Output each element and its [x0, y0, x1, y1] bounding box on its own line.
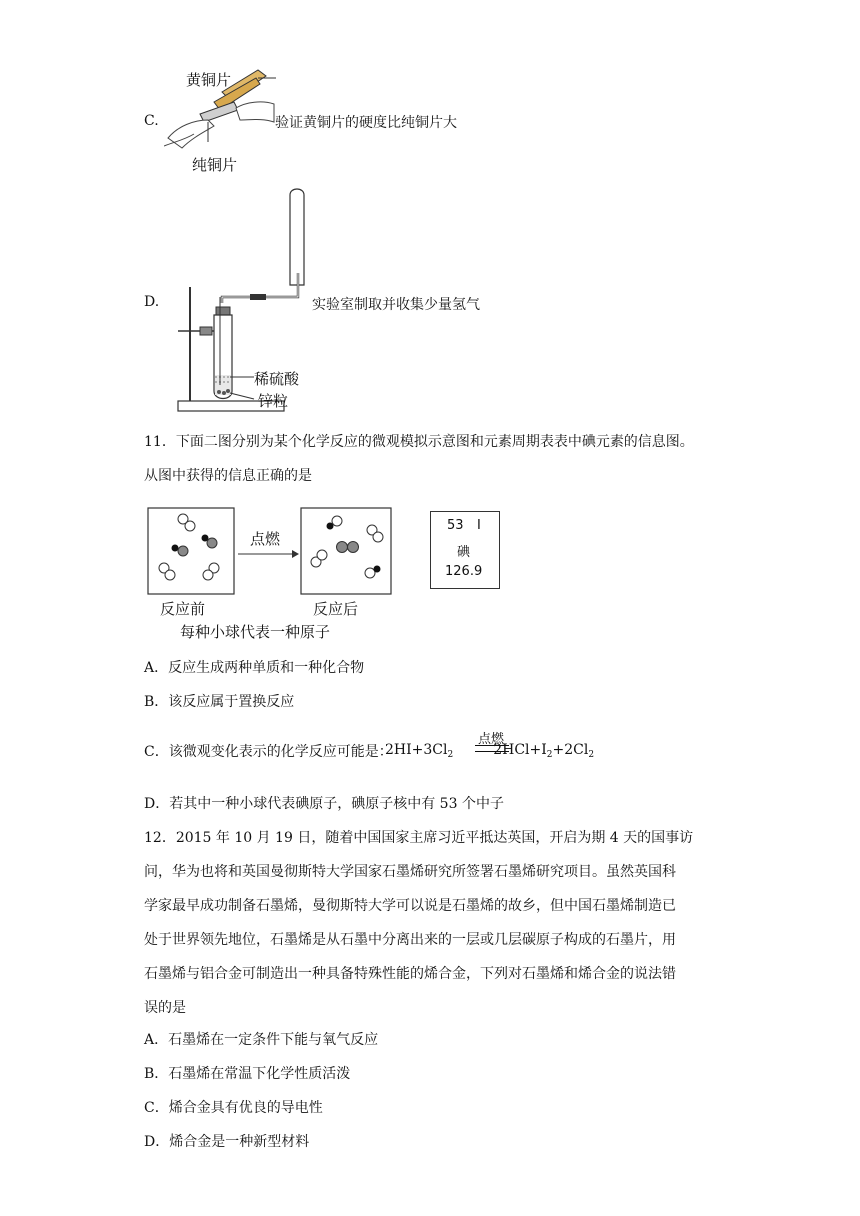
q12-option-d: D．烯合金是一种新型材料	[144, 1134, 310, 1150]
q12-option-c: C．烯合金具有优良的导电性	[144, 1100, 323, 1116]
option-c-caption: 验证黄铜片的硬度比纯铜片大	[275, 115, 457, 131]
brass-label: 黄铜片	[186, 71, 232, 89]
q12-stem-line-1: 12．2015 年 10 月 19 日，随着中国国家主席习近平抵达英国，开启为期 4 天的国事访	[144, 830, 694, 846]
q12-stem-line-2: 问，华为也将和英国曼彻斯特大学国家石墨烯研究所签署石墨烯研究项目。虽然英国科	[144, 864, 676, 880]
before-label: 反应前	[160, 600, 206, 618]
q12-stem-line-6: 误的是	[144, 1000, 186, 1016]
equation-condition: 点燃	[478, 732, 505, 747]
q12-stem-line-3: 学家最早成功制备石墨烯，曼彻斯特大学可以说是石墨烯的故乡，但中国石墨烯制造已	[144, 898, 676, 914]
diagram-note: 每种小球代表一种原子	[180, 623, 331, 641]
iodine-element-card	[430, 511, 500, 589]
element-symbol: I	[477, 518, 481, 533]
q11-option-c-prefix: C．该微观变化表示的化学反应可能是：	[144, 744, 393, 760]
q12-option-a: A．石墨烯在一定条件下能与氧气反应	[144, 1032, 379, 1048]
option-d-label: D.	[144, 294, 160, 310]
equation-equals-sign	[475, 745, 509, 752]
atomic-number: 53	[447, 518, 464, 533]
atomic-mass: 126.9	[445, 564, 483, 579]
element-name: 碘	[457, 545, 471, 560]
q12-stem-line-4: 处于世界领先地位，石墨烯是从石墨中分离出来的一层或几层碳原子构成的石墨片，用	[144, 932, 676, 948]
q11-stem-line-2: 从图中获得的信息正确的是	[144, 468, 312, 484]
q12-stem-line-5: 石墨烯与铝合金可制造出一种具备特殊性能的烯合金，下列对石墨烯和烯合金的说法错	[144, 966, 676, 982]
acid-label: 稀硫酸	[254, 370, 300, 388]
reaction-micro-diagram	[146, 506, 396, 598]
q11-stem-line-1: 11．下面二图分别为某个化学反应的微观模拟示意图和元素周期表表中碘元素的信息图。	[144, 434, 694, 450]
q11-option-b: B．该反应属于置换反应	[144, 694, 295, 710]
option-d-caption: 实验室制取并收集少量氢气	[312, 297, 480, 313]
q12-option-b: B．石墨烯在常温下化学性质活泼	[144, 1066, 351, 1082]
after-label: 反应后	[313, 600, 359, 618]
pure-copper-label: 纯铜片	[192, 156, 238, 174]
zinc-label: 锌粒	[258, 392, 289, 410]
q11-option-a: A．反应生成两种单质和一种化合物	[144, 660, 365, 676]
q11-option-c-equation: $2HI+3Cl_2$ $2HCl+I_2+2Cl_2$	[385, 742, 595, 760]
q11-option-d: D．若其中一种小球代表碘原子，碘原子核中有 53 个中子	[144, 796, 504, 812]
arrow-condition-label: 点燃	[250, 530, 281, 548]
option-c-label: C.	[144, 113, 159, 129]
